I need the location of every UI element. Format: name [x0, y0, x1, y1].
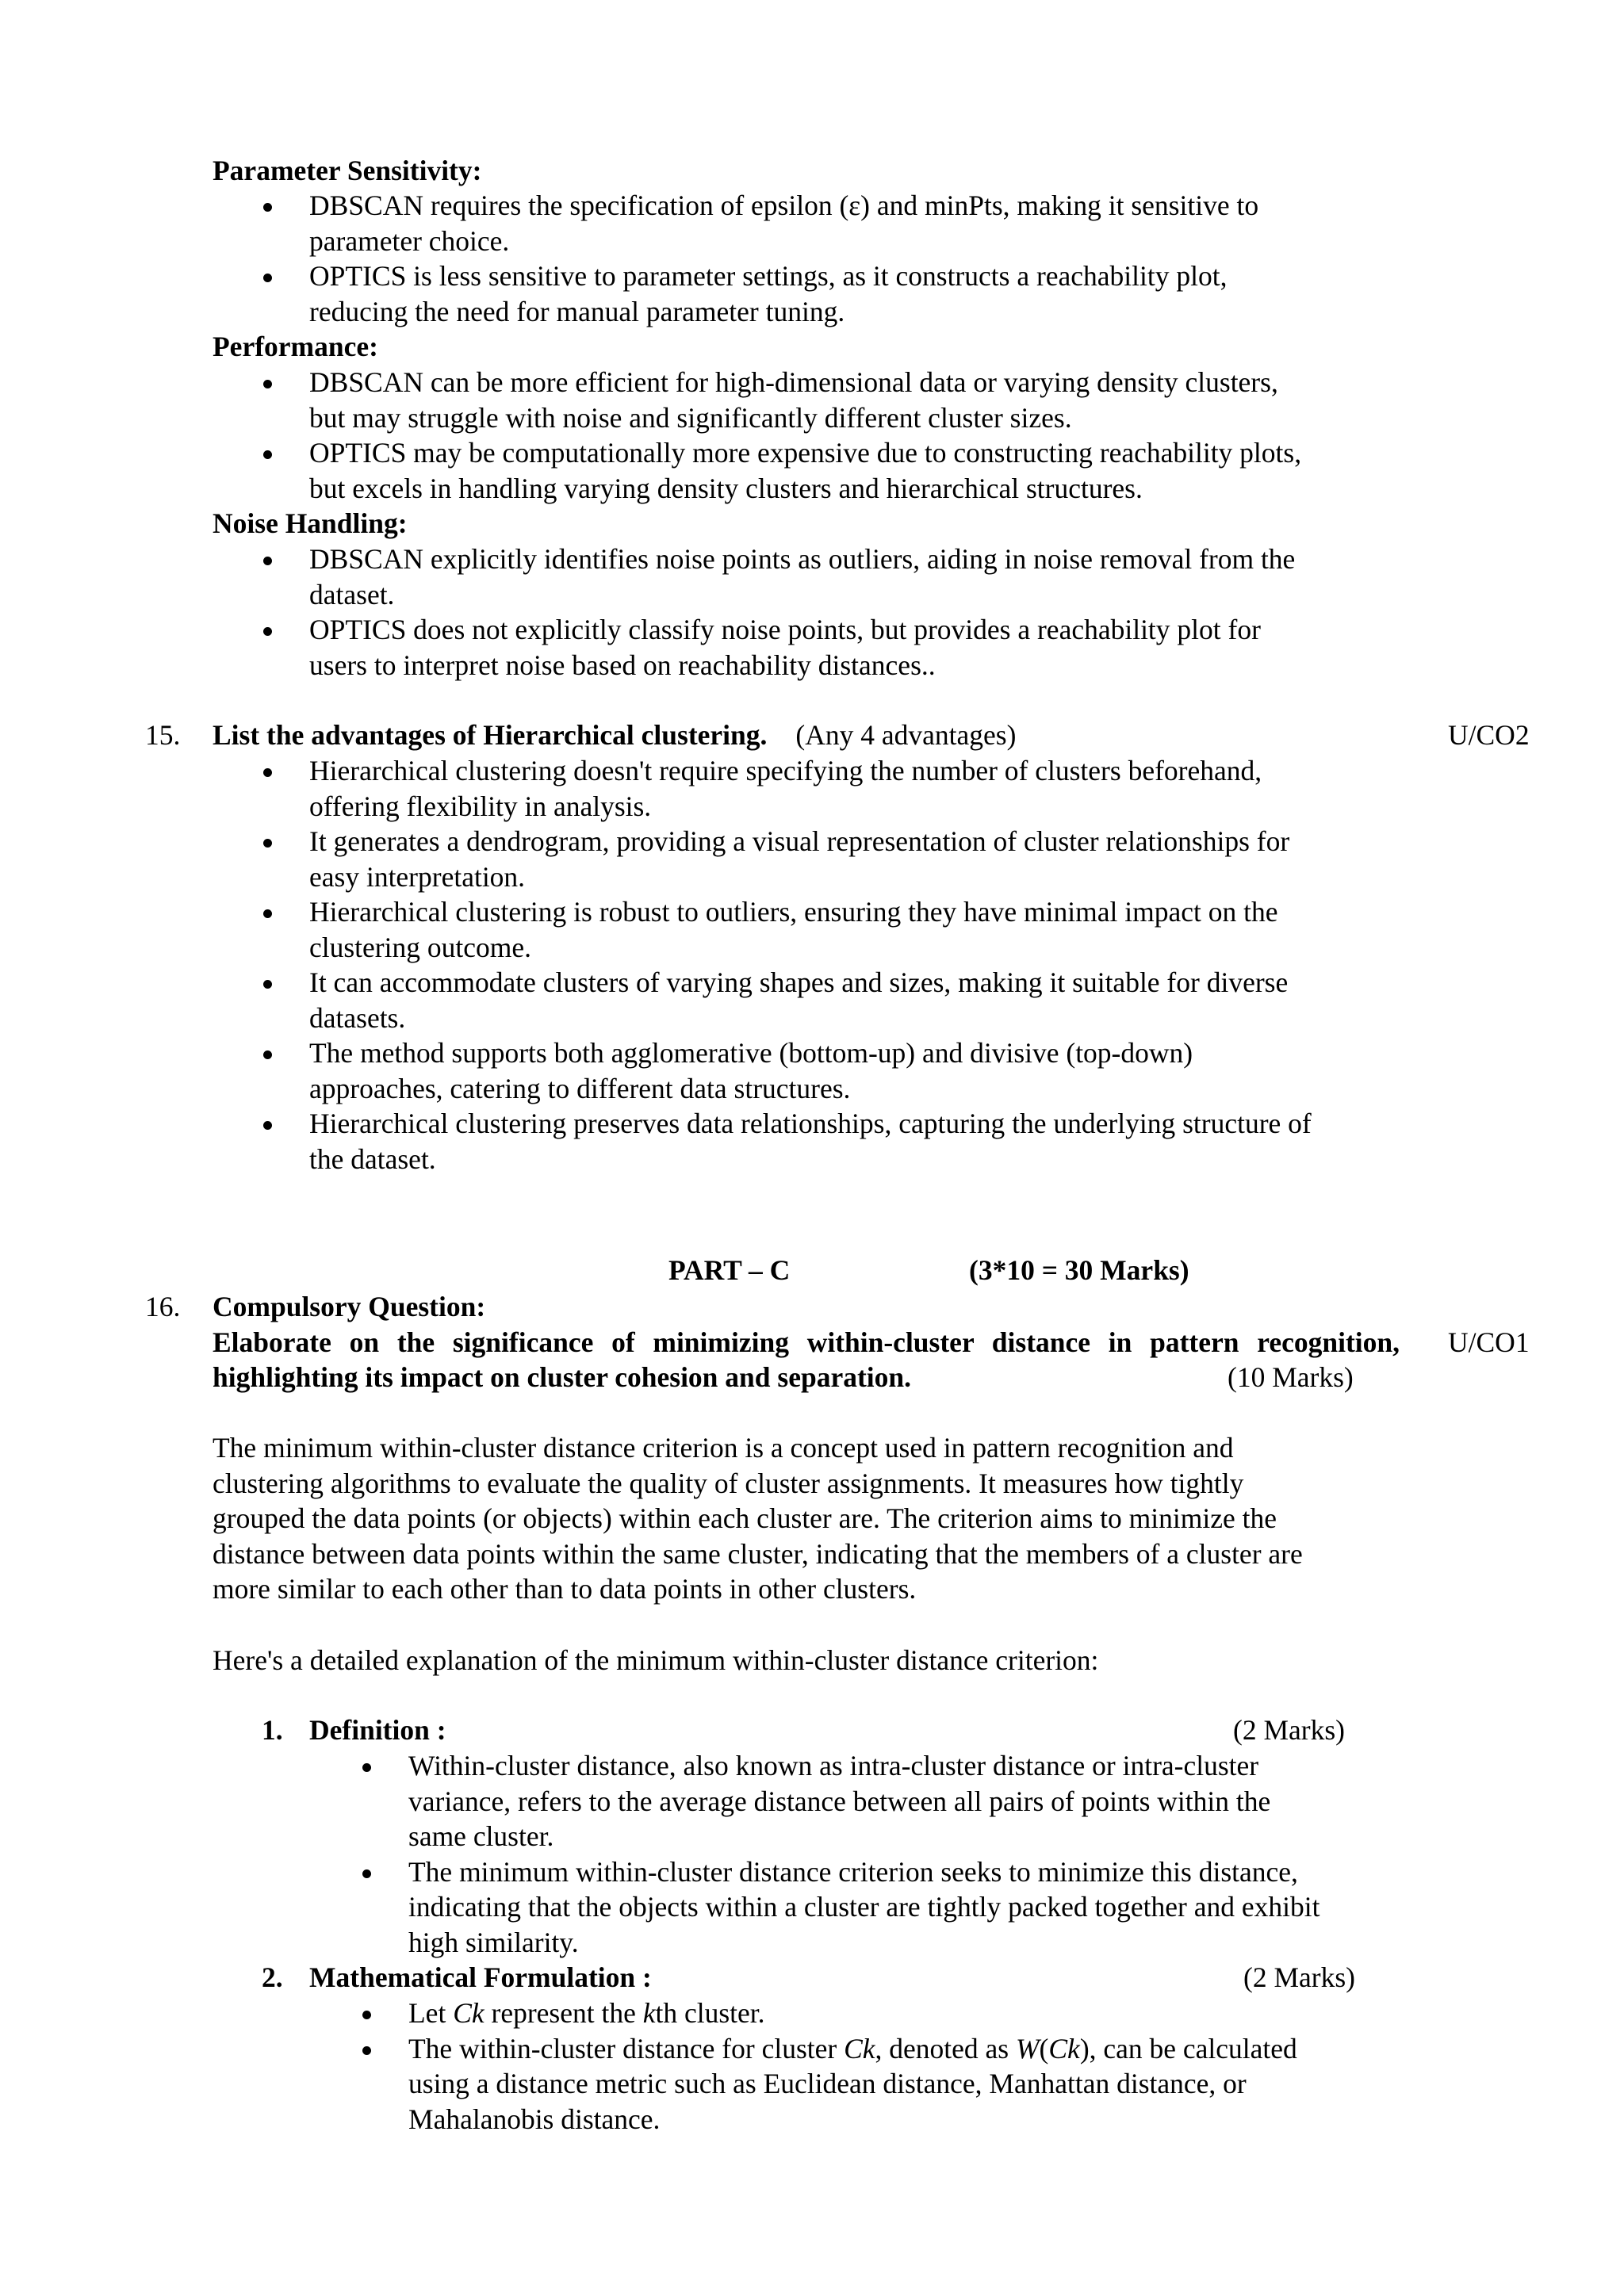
question-number: 15.	[145, 719, 181, 751]
question-15-title: List the advantages of Hierarchical clustering. (Any 4 advantages)	[213, 719, 1017, 751]
list-item: It can accommodate clusters of varying shapes and sizes, making it suitable for diverse datasets.	[309, 965, 1404, 1035]
list-item: OPTICS may be computationally more expensive due to constructing reachability plots, but excels in handling varying density clusters and hierarchical structures.	[309, 435, 1404, 506]
part-c-marks: (3*10 = 30 Marks)	[969, 1254, 1189, 1286]
bullet-icon	[263, 203, 272, 212]
list-item: DBSCAN can be more efficient for high-dimensional data or varying density clusters, but may struggle with noise and significantly different cluster sizes.	[309, 365, 1404, 435]
list-item: Hierarchical clustering preserves data relationships, capturing the underlying structure of the dataset.	[309, 1106, 1404, 1177]
compulsory-heading: Compulsory Question:	[213, 1291, 486, 1322]
list-item: DBSCAN requires the specification of epsilon (ε) and minPts, making it sensitive to parameter choice.	[309, 188, 1404, 258]
bullet-icon	[263, 980, 272, 989]
param-sensitivity-heading: Parameter Sensitivity:	[213, 155, 482, 186]
definition-heading: Definition :	[309, 1714, 446, 1746]
bullet-icon	[263, 1121, 272, 1130]
performance-list	[309, 365, 1404, 506]
part-c-label: PART – C	[668, 1254, 791, 1286]
param-sensitivity-list	[309, 188, 1404, 329]
bullet-icon	[263, 450, 272, 459]
question-15-list	[309, 753, 1404, 1177]
definition-number: 1.	[262, 1714, 283, 1746]
question-15-note: (Any 4 advantages)	[795, 719, 1017, 751]
question-15-tag: U/CO2	[1448, 719, 1530, 751]
list-item: DBSCAN explicitly identifies noise points as outliers, aiding in noise removal from the dataset.	[309, 541, 1404, 612]
list-item: Within-cluster distance, also known as intra-cluster distance or intra-cluster variance, refers to the average distance between all pairs of points within the same cluster.	[408, 1748, 1408, 1854]
bullet-icon	[362, 2011, 371, 2019]
bullet-icon	[263, 839, 272, 848]
intro-paragraph: The minimum within-cluster distance criterion is a concept used in pattern recognition and clustering algorithms to evaluate the quality of cluster assignments. It measures how tightly grouped the data points (or objects) within each cluster are. The criterion aims to minimize the distance between data points within the same cluster, indicating that the members of a cluster are more similar to each other than to data points in other clusters.	[213, 1432, 1303, 1605]
bullet-icon	[263, 627, 272, 636]
noise-handling-list	[309, 541, 1404, 683]
list-item: The minimum within-cluster distance criterion seeks to minimize this distance, indicating that the objects within a cluster are tightly packed together and exhibit high similarity.	[408, 1854, 1408, 1961]
bullet-icon	[263, 380, 272, 388]
question-number: 16.	[145, 1291, 181, 1322]
math-formulation-heading: Mathematical Formulation :	[309, 1961, 652, 1993]
bullet-icon	[263, 768, 272, 777]
list-item: It generates a dendrogram, providing a visual representation of cluster relationships for easy interpretation.	[309, 824, 1404, 894]
math-formulation-number: 2.	[262, 1961, 283, 1993]
list-item: OPTICS is less sensitive to parameter settings, as it constructs a reachability plot, reducing the need for manual parameter tuning.	[309, 258, 1404, 329]
list-item: The method supports both agglomerative (bottom-up) and divisive (top-down) approaches, catering to different data structures.	[309, 1035, 1404, 1106]
list-item: OPTICS does not explicitly classify noise points, but provides a reachability plot for users to interpret noise based on reachability distances..	[309, 612, 1404, 683]
question-16-title-line1: Elaborate on the significance of minimizing within-cluster distance in pattern recognition,	[213, 1326, 1400, 1358]
noise-handling-heading: Noise Handling:	[213, 507, 408, 539]
list-item: Let Ck represent the kth cluster.	[408, 1996, 1408, 2031]
bullet-icon	[263, 557, 272, 565]
list-item: Hierarchical clustering is robust to outliers, ensuring they have minimal impact on the clustering outcome.	[309, 894, 1404, 965]
list-item: Hierarchical clustering doesn't require specifying the number of clusters beforehand, offering flexibility in analysis.	[309, 753, 1404, 824]
bullet-icon	[263, 1050, 272, 1059]
definition-list	[408, 1748, 1408, 1960]
bullet-icon	[362, 1763, 371, 1772]
list-item: The within-cluster distance for cluster Ck, denoted as W(Ck), can be calculated using a distance metric such as Euclidean distance, Manhattan distance, or Mahalanobis distance.	[408, 2031, 1408, 2137]
definition-marks: (2 Marks)	[1233, 1714, 1345, 1746]
math-formulation-list	[408, 1996, 1408, 2137]
performance-heading: Performance:	[213, 331, 378, 362]
math-formulation-marks: (2 Marks)	[1243, 1961, 1355, 1993]
bullet-icon	[362, 2046, 371, 2055]
explanation-intro: Here's a detailed explanation of the minimum within-cluster distance criterion:	[213, 1644, 1099, 1676]
bullet-icon	[263, 909, 272, 918]
question-16-marks: (10 Marks)	[1228, 1361, 1354, 1393]
question-16-tag: U/CO1	[1448, 1326, 1530, 1358]
bullet-icon	[362, 1869, 371, 1878]
bullet-icon	[263, 274, 272, 282]
question-16-title-line2: highlighting its impact on cluster cohesion and separation.	[213, 1361, 912, 1393]
